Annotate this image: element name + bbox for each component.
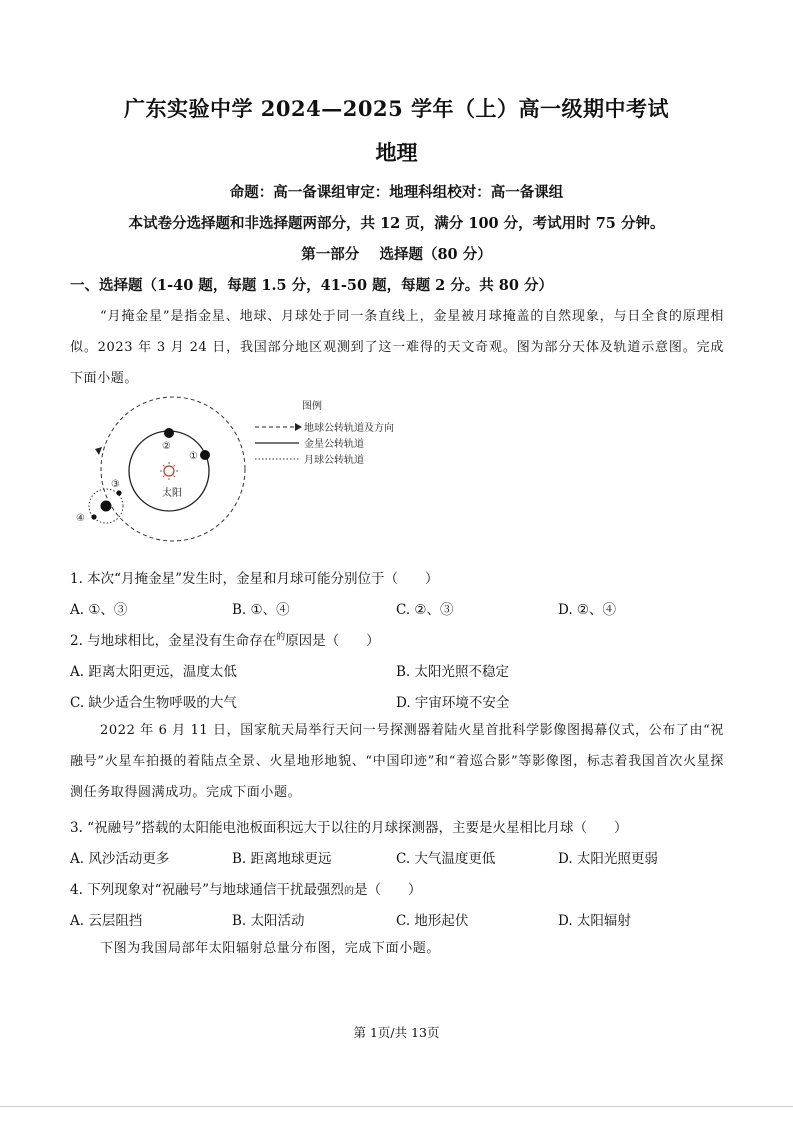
q4-option-c[interactable]: C. 地形起伏 xyxy=(396,913,469,929)
exam-info: 本试卷分选择题和非选择题两部分，共 12 页，满分 100 分，考试用时 75 分钟。 xyxy=(128,215,665,232)
moon-position-3 xyxy=(116,490,121,495)
q1-option-a[interactable]: A. ①、③ xyxy=(70,602,128,618)
credits-line: 命题：高一备课组审定：地理科组校对：高一备课组 xyxy=(229,184,564,201)
question-4-stem xyxy=(70,878,421,898)
moon-position-4 xyxy=(91,514,96,519)
mark-4: ④ xyxy=(76,513,85,524)
q4-option-b[interactable]: B. 太阳活动 xyxy=(232,913,305,929)
q2-option-d[interactable]: D. 宇宙环境不安全 xyxy=(396,695,510,711)
legend-arrow-icon xyxy=(295,423,302,431)
q4-option-a[interactable]: A. 云层阻挡 xyxy=(70,913,143,929)
exam-title: 广东实验中学 2024—2025 学年（上）高一级期中考试 xyxy=(123,96,669,121)
q4-stem-tail: 是（ ） xyxy=(353,882,422,898)
q2-option-b[interactable]: B. 太阳光照不稳定 xyxy=(396,664,510,680)
q4-stem-main: 4. 下列现象对“祝融号”与地球通信干扰最强烈 xyxy=(70,882,344,898)
mark-3: ③ xyxy=(111,479,120,490)
page-number: 第 1页/共 13页 xyxy=(353,1025,440,1040)
legend-venus-label: 金星公转轨道 xyxy=(304,439,364,450)
q2-stem-glyph: 的 xyxy=(276,632,286,643)
venus-position-2 xyxy=(164,428,174,438)
section-heading: 一、选择题（1-40 题，每题 1.5 分，41-50 题，每题 2 分。共 80 分） xyxy=(70,277,554,294)
legend-earth-label: 地球公转轨道及方向 xyxy=(304,423,394,434)
earth-icon xyxy=(101,501,112,512)
subject-title: 地理 xyxy=(375,140,418,165)
venus-position-1 xyxy=(200,450,210,460)
q1-option-d[interactable]: D. ②、④ xyxy=(558,602,617,618)
mark-2: ② xyxy=(162,441,171,452)
sun-label: 太阳 xyxy=(162,488,182,499)
part-heading: 第一部分 选择题（80 分） xyxy=(301,246,492,263)
question-3-stem: 3. “祝融号”搭载的太阳能电池板面积远大于以往的月球探测器，主要是火星相比月球（ ） xyxy=(70,820,628,836)
orbit-diagram xyxy=(66,393,426,553)
q1-option-c[interactable]: C. ②、③ xyxy=(396,602,454,618)
q4-option-d[interactable]: D. 太阳辐射 xyxy=(558,913,631,929)
mark-1: ① xyxy=(189,451,198,462)
sun-icon xyxy=(160,462,178,480)
q3-option-c[interactable]: C. 大气温度更低 xyxy=(396,851,496,867)
q4-stem-glyph: 的 xyxy=(343,886,354,897)
question-2-stem xyxy=(70,629,380,649)
q2-stem-main: 2. 与地球相比，金星没有生命存在 xyxy=(70,633,277,649)
q3-option-d[interactable]: D. 太阳光照更弱 xyxy=(558,851,658,867)
legend-title: 图例 xyxy=(302,401,322,412)
q2-stem-tail: 原因是（ ） xyxy=(285,633,380,649)
passage-moon-venus: “月掩金星”是指金星、地球、月球处于同一条直线上，金星被月球掩盖的自然现象，与日全食的原理相似。2023 年 3 月 24 日，我国部分地区观测到了这一难得的天文奇观。图为部分天体及轨道示意图。完成下面小题。 xyxy=(70,309,724,386)
q3-option-a[interactable]: A. 风沙活动更多 xyxy=(70,851,170,867)
question-1-stem: 1. 本次“月掩金星”发生时，金星和月球可能分别位于（ ） xyxy=(70,571,439,587)
orbit-direction-arrow-icon xyxy=(95,447,102,455)
bottom-divider xyxy=(0,1106,793,1107)
q1-option-b[interactable]: B. ①、④ xyxy=(232,602,290,618)
q2-option-a[interactable]: A. 距离太阳更远，温度太低 xyxy=(70,664,237,680)
q2-option-c[interactable]: C. 缺少适合生物呼吸的大气 xyxy=(70,695,237,711)
q3-option-b[interactable]: B. 距离地球更远 xyxy=(232,851,332,867)
passage-zhurong: 2022 年 6 月 11 日，国家航天局举行天问一号探测器着陆火星首批科学影像图揭幕仪式，公布了由“祝融号”火星车拍摄的着陆点全景、火星地形地貌、“中国印迹”和“着巡合影”等影像图，标志着我国首次火星探测任务取得圆满成功。完成下面小题。 xyxy=(70,723,724,800)
legend-moon-label: 月球公转轨道 xyxy=(304,455,364,466)
passage-radiation: 下图为我国局部年太阳辐射总量分布图，完成下面小题。 xyxy=(100,941,441,956)
